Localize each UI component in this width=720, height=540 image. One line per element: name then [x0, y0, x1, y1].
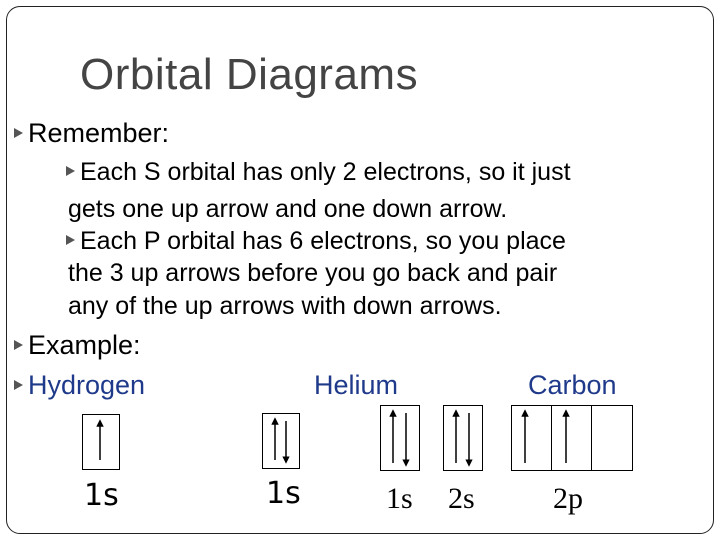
hydrogen-1s-label: 1s: [84, 478, 119, 513]
bullet-p-orbital-line1: Each P orbital has 6 electrons, so you place: [80, 227, 566, 255]
helium-1s-label: 1s: [266, 476, 301, 511]
carbon-1s-label: 1s: [386, 482, 413, 515]
element-label-carbon: Carbon: [528, 370, 617, 400]
bullet-p-orbital-line3: any of the up arrows with down arrows.: [68, 292, 502, 320]
bullet-remember-text: Remember:: [28, 118, 170, 148]
bullet-s-orbital-line1: Each S orbital has only 2 electrons, so it just: [80, 158, 571, 186]
carbon-2s-label: 2s: [448, 482, 475, 515]
bullet-example-text: Example:: [28, 330, 141, 360]
slide-title: Orbital Diagrams: [80, 50, 419, 99]
element-label-hydrogen: Hydrogen: [28, 370, 146, 400]
bullet-p-orbital-line2: the 3 up arrows before you go back and pair: [68, 259, 558, 287]
element-label-helium: Helium: [314, 370, 399, 400]
carbon-2p-label: 2p: [553, 482, 583, 515]
bullet-s-orbital-line2: gets one up arrow and one down arrow.: [68, 195, 508, 223]
